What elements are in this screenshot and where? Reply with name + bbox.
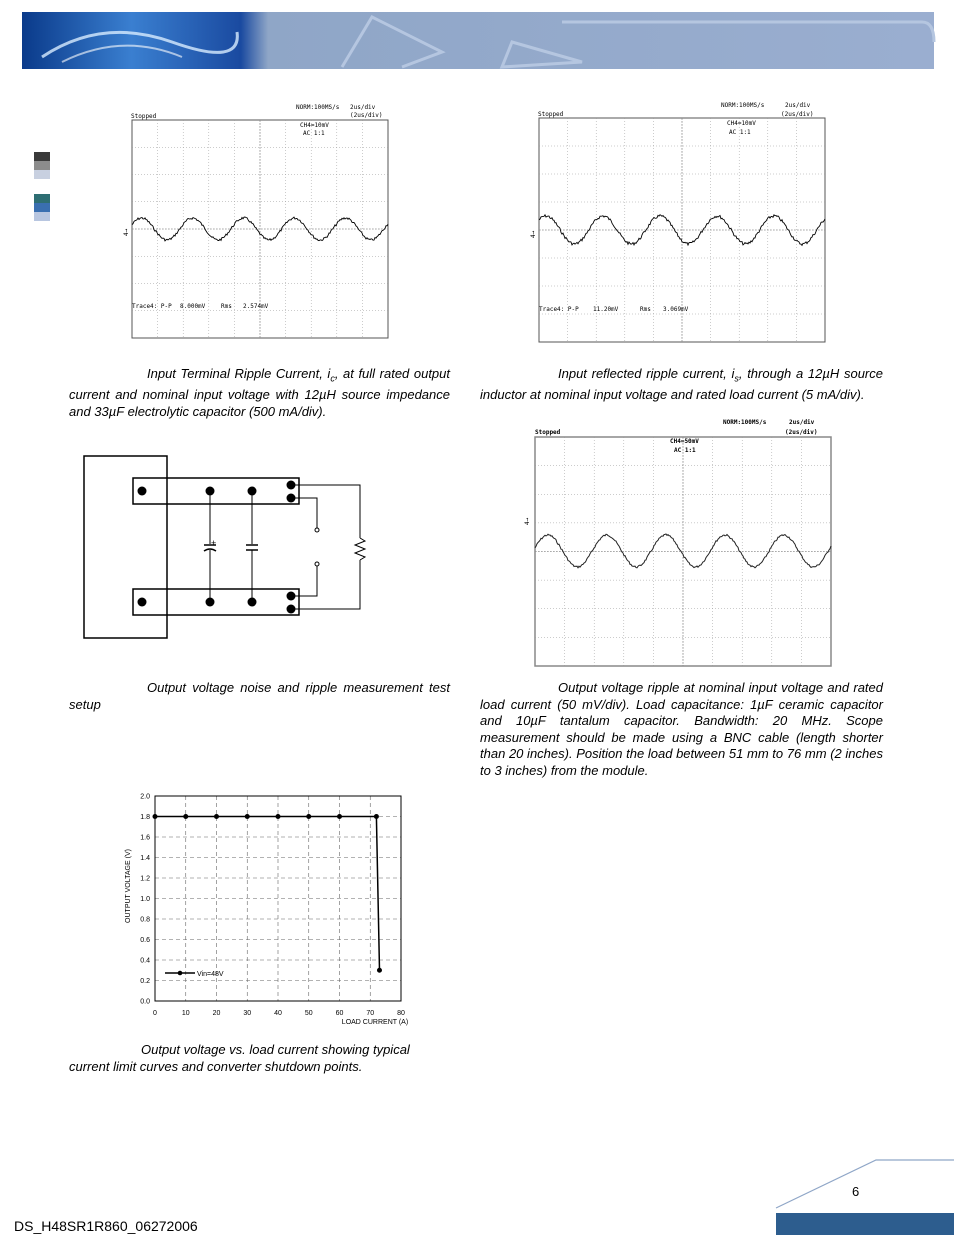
- scope1-status: Stopped: [131, 113, 157, 120]
- chart-y-tick-label: 0.4: [140, 957, 150, 965]
- chart-y-tick-label: 0.0: [140, 998, 150, 1006]
- scope-screen-3: [524, 417, 833, 669]
- chart-data-point: [306, 814, 311, 819]
- chart-data-point: [374, 814, 379, 819]
- scope2-trace: Trace4: P-P: [539, 306, 579, 313]
- caption-output-vs-load: Output voltage vs. load current showing typical current limit curves and converter shutdown points.: [69, 1042, 410, 1074]
- scope1-pp: 8.000mV: [180, 303, 206, 310]
- chart-y-tick-label: 1.0: [140, 896, 150, 903]
- scope-screen-2: [530, 97, 827, 345]
- caption-noise-test-setup: Output voltage noise and ripple measurement test setup: [69, 680, 450, 712]
- scope3-grid: [535, 437, 831, 666]
- chart-x-tick-label: 80: [397, 1010, 405, 1017]
- chart-x-tick-label: 50: [304, 1010, 313, 1017]
- scope1-rms: 2.574mV: [243, 303, 269, 310]
- chart-y-tick-label: 1.8: [140, 814, 150, 821]
- page-number: 6: [852, 1184, 860, 1199]
- scope3-ch-marker: 4→: [524, 517, 531, 525]
- chart-y-tick-label: 0.6: [140, 937, 150, 944]
- scope1-timebase: 2us/div: [350, 104, 376, 111]
- scope1-trace: Trace4: P-P: [132, 303, 172, 310]
- scope2-pp: 11.20mV: [593, 306, 619, 313]
- output-voltage-chart: [118, 786, 418, 1031]
- chart-x-tick-label: 60: [335, 1010, 344, 1017]
- chart-x-tick-label: 20: [212, 1010, 221, 1017]
- chart-y-tick-label: 0.8: [140, 916, 150, 924]
- scope3-status: Stopped: [535, 429, 561, 436]
- chart-x-tick-label: 30: [243, 1010, 252, 1017]
- svg-text:+: +: [211, 538, 217, 548]
- caption-input-terminal-ripple: Input Terminal Ripple Current, $i_c$, at full rated output current and nominal input voltage with 12µH source impedance and 33µF electrolytic capacitor (500 mA/div).: [69, 366, 451, 419]
- chart-series-points: [153, 814, 382, 973]
- chart-x-tick-label: 40: [274, 1010, 282, 1017]
- scope3-timebase: 2us/div: [789, 419, 815, 426]
- scope1-channel: CH4=10mV: [300, 122, 329, 129]
- scope1-mode: NORM:100MS/s: [296, 104, 340, 111]
- chart-data-point: [337, 814, 342, 819]
- chart-data-point: [214, 814, 219, 819]
- scope2-timebase2: (2us/div): [781, 111, 814, 118]
- scope1-coupling: AC 1:1: [303, 130, 325, 137]
- chart-y-tick-labels: [140, 794, 150, 1006]
- chart-grid: [155, 796, 401, 1001]
- scope2-status: Stopped: [538, 111, 564, 118]
- header-banner: [22, 12, 934, 69]
- chart-x-tick-labels: [153, 1010, 405, 1017]
- scope3-timebase2: (2us/div): [785, 429, 818, 436]
- chart-data-point: [377, 968, 382, 973]
- scope2-coupling: AC 1:1: [729, 129, 751, 136]
- chart-y-tick-label: 0.2: [140, 978, 150, 985]
- scope1-ch-marker: 4→: [123, 228, 130, 236]
- chart-data-point: [245, 814, 250, 819]
- caption-output-ripple: Output voltage ripple at nominal input voltage and rated load current (50 mV/div). Load capacitance: 1µF ceramic capacitor and 10µF tantalum capacitor. Bandwidth: 20 MHz. Scope measurement should be made using a BNC cable (length shorter than 20 inches). Position the load between 51 mm to 76 mm (2 inches to 3 inches) from the module.: [480, 680, 883, 778]
- scope2-rms-label: Rms: [640, 306, 651, 313]
- caption-input-reflected-ripple: Input reflected ripple current, $i_s$, through a 12µH source inductor at nominal input voltage and rated load current (5 mA/div).: [480, 366, 883, 403]
- chart-x-tick-label: 10: [181, 1010, 190, 1017]
- chart-x-tick-label: 0: [153, 1010, 157, 1017]
- scope2-mode: NORM:100MS/s: [721, 102, 765, 109]
- chart-data-point: [183, 814, 188, 819]
- scope2-ch-marker: 4→: [530, 230, 537, 238]
- test-setup-schematic: [80, 452, 370, 644]
- chart-legend-label: Vin=48V: [197, 971, 224, 978]
- scope1-timebase2: (2us/div): [350, 112, 383, 119]
- chart-data-point: [153, 814, 158, 819]
- scope1-rms-label: Rms: [221, 303, 232, 310]
- chart-y-axis-label: OUTPUT VOLTAGE (V): [125, 849, 132, 923]
- chart-x-axis-label: LOAD CURRENT (A): [341, 1019, 409, 1026]
- scope3-mode: NORM:100MS/s: [723, 419, 767, 426]
- chart-legend: [165, 971, 224, 978]
- chart-data-point: [276, 814, 281, 819]
- scope2-channel: CH4=10mV: [727, 120, 756, 127]
- scope2-timebase: 2us/div: [785, 102, 811, 109]
- chart-x-tick-label: 70: [366, 1010, 375, 1017]
- chart-y-tick-label: 1.4: [140, 855, 150, 862]
- footer-decoration: [776, 1158, 954, 1235]
- chart-y-tick-label: 1.2: [140, 875, 150, 883]
- chart-y-tick-label: 1.6: [140, 834, 150, 842]
- scope3-channel: CH4=50mV: [670, 438, 699, 445]
- chart-series-line: [155, 817, 380, 971]
- document-id: DS_H48SR1R860_06272006: [14, 1218, 198, 1234]
- scope-screen-1: [123, 100, 390, 340]
- scope3-coupling: AC 1:1: [674, 447, 696, 454]
- chart-y-tick-label: 2.0: [140, 793, 150, 801]
- scope2-rms: 3.069mV: [663, 306, 689, 313]
